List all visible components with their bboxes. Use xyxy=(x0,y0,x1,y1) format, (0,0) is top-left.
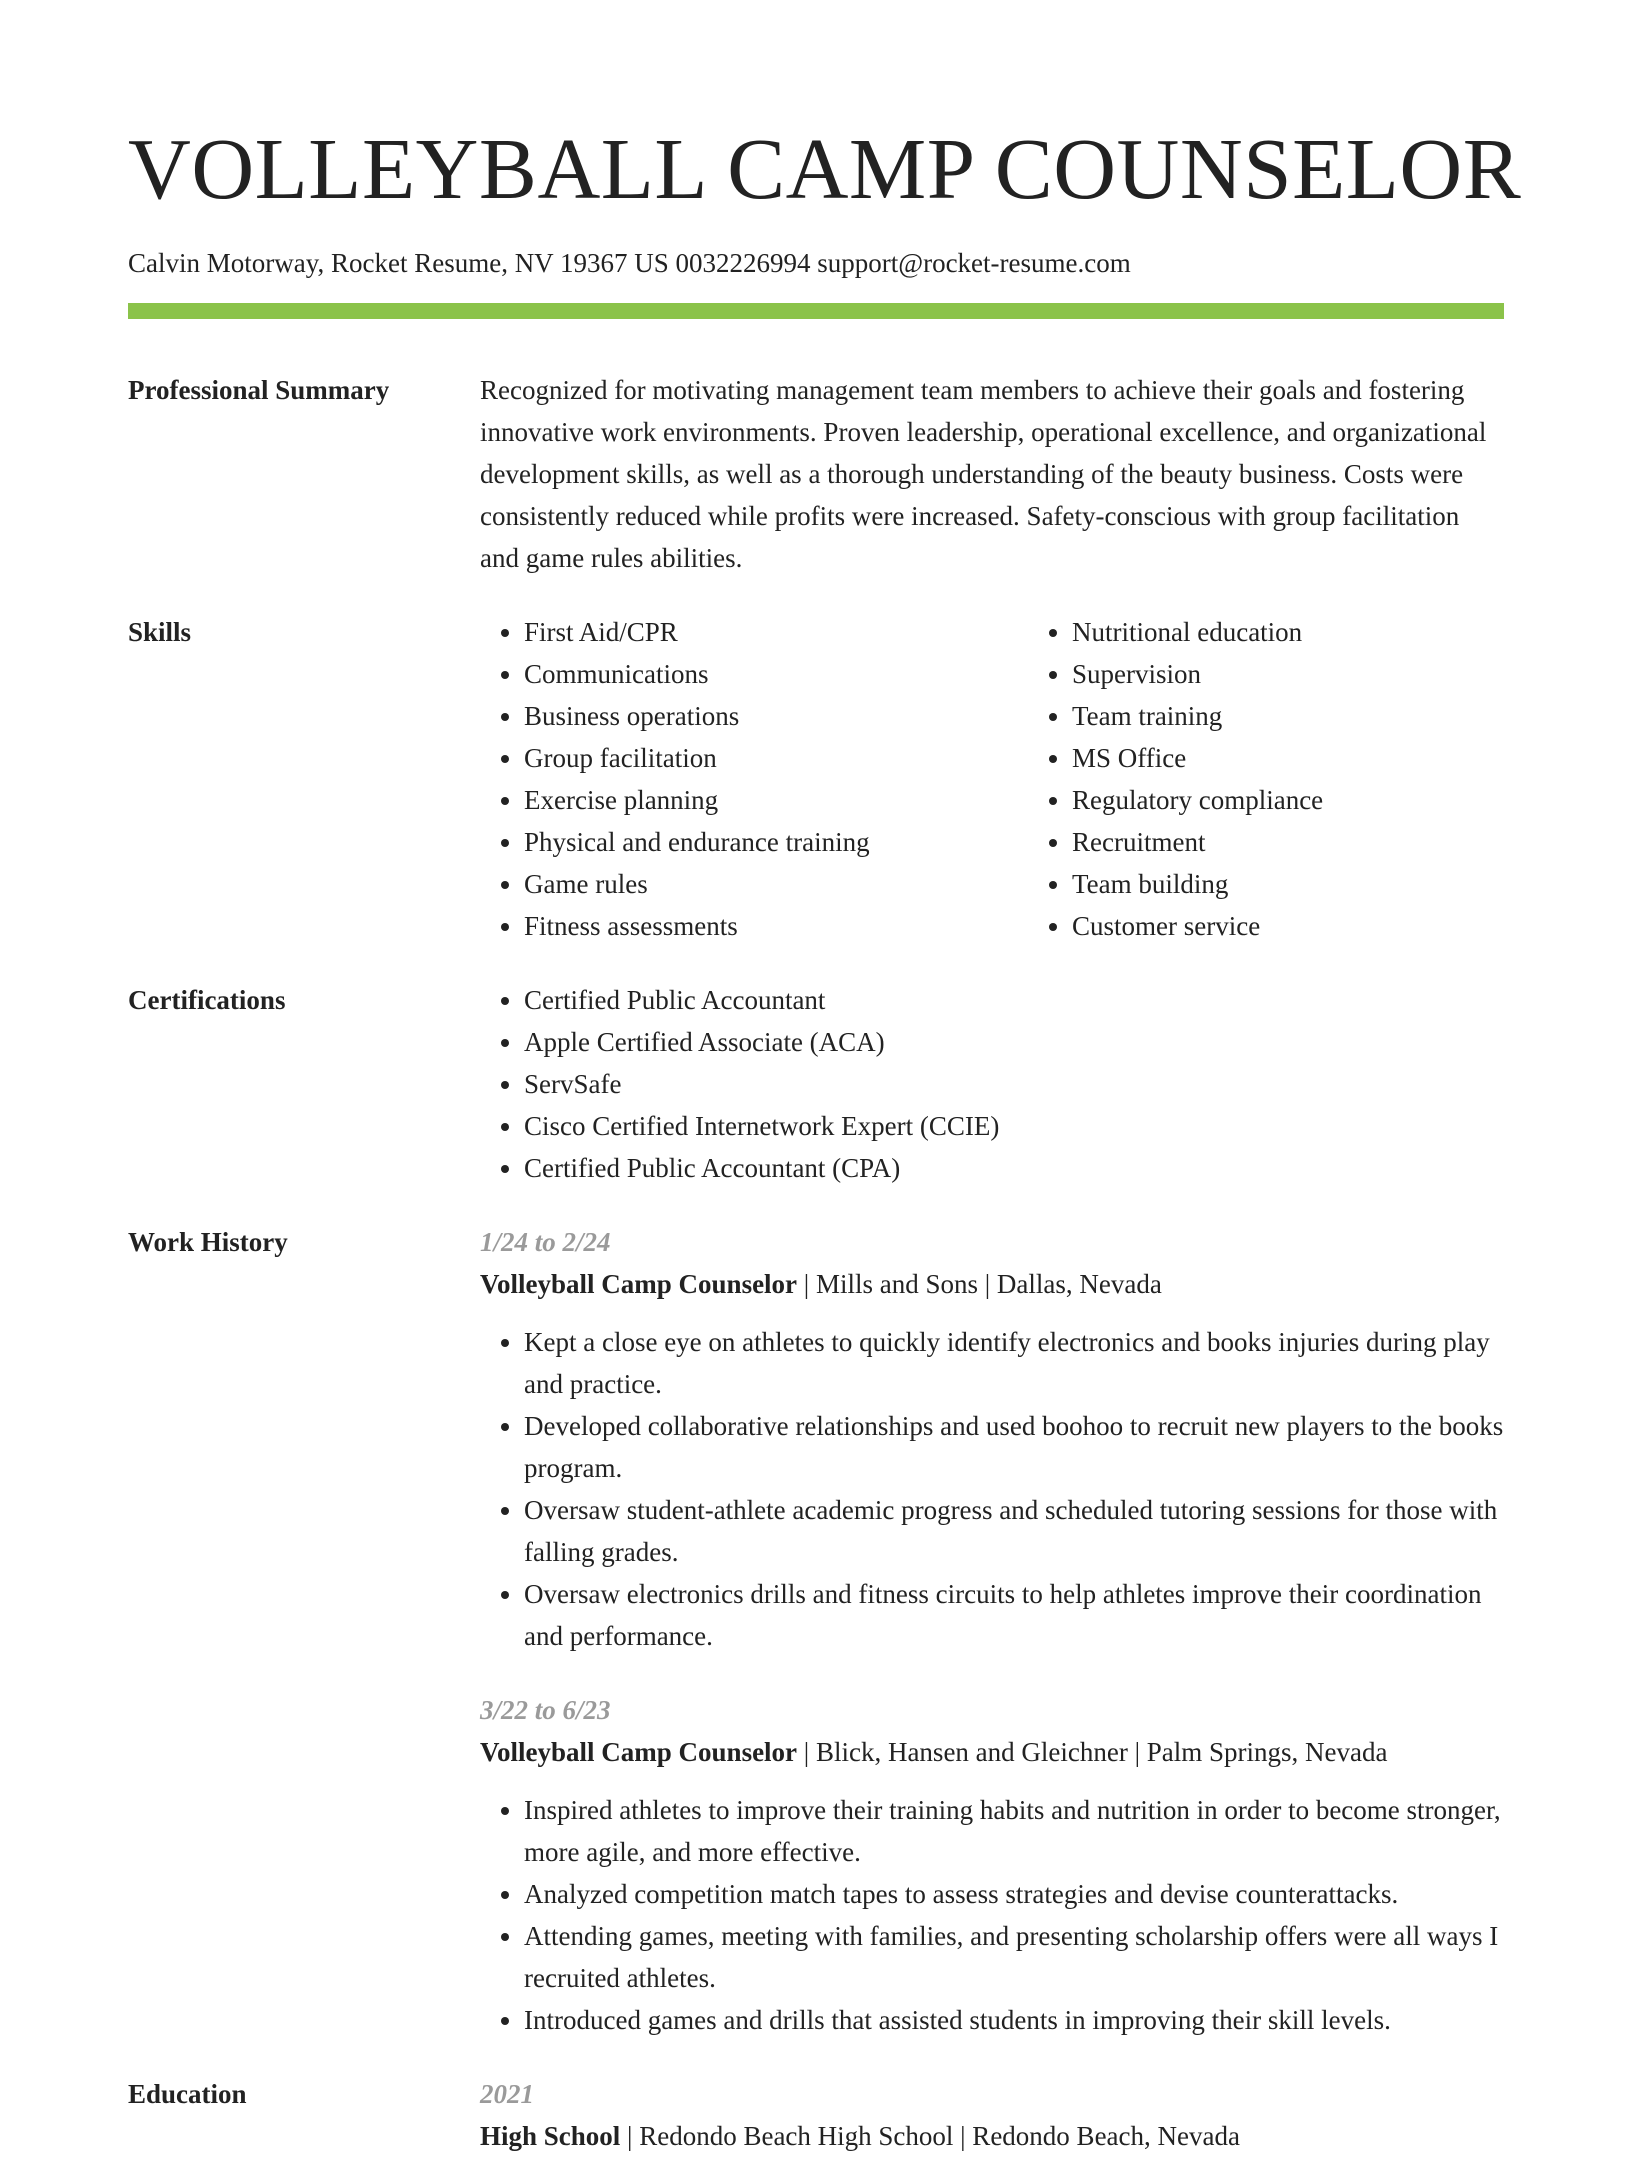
work-history-body xyxy=(480,1221,1504,2041)
certification-item: • ServSafe xyxy=(524,1063,1504,1105)
skills-columns xyxy=(480,611,1576,947)
job-bullet: • Analyzed competition match tapes to assess strategies and devise counterattacks. xyxy=(524,1873,1504,1915)
skill-item: • Customer service xyxy=(1072,905,1576,947)
skill-item: • Regulatory compliance xyxy=(1072,779,1576,821)
skills-section xyxy=(128,611,1504,947)
resume-page xyxy=(128,0,1522,2157)
job-bullet: • Introduced games and drills that assisted students in improving their skill levels. xyxy=(524,1999,1504,2041)
skill-item: • Group facilitation xyxy=(524,737,1028,779)
summary-section xyxy=(128,369,1504,579)
skill-item: • MS Office xyxy=(1072,737,1576,779)
certification-item: • Certified Public Accountant (CPA) xyxy=(524,1147,1504,1189)
job-bullet: • Attending games, meeting with families, and presenting scholarship offers were all ways I recruited athletes. xyxy=(524,1915,1504,1999)
skills-list-left xyxy=(480,611,1028,947)
certification-item: • Apple Certified Associate (ACA) xyxy=(524,1021,1504,1063)
skill-item: • Exercise planning xyxy=(524,779,1028,821)
skill-item: • Game rules xyxy=(524,863,1028,905)
job-title: Volleyball Camp Counselor xyxy=(480,1269,798,1299)
job-bullet: • Kept a close eye on athletes to quickly identify electronics and books injuries during play and practice. xyxy=(524,1321,1504,1405)
job-entry xyxy=(480,1221,1504,1657)
skill-item: • Fitness assessments xyxy=(524,905,1028,947)
certification-item: • Cisco Certified Internetwork Expert (CCIE) xyxy=(524,1105,1504,1147)
skill-item: • Communications xyxy=(524,653,1028,695)
job-bullet: • Oversaw electronics drills and fitness circuits to help athletes improve their coordination and performance. xyxy=(524,1573,1504,1657)
certification-item: • Certified Public Accountant xyxy=(524,979,1504,1021)
education-heading xyxy=(480,2115,1504,2157)
job-title: Volleyball Camp Counselor xyxy=(480,1737,798,1767)
certifications-section xyxy=(128,979,1504,1189)
skill-item: • Team building xyxy=(1072,863,1576,905)
work-history-section xyxy=(128,1221,1504,2041)
education-section xyxy=(128,2073,1504,2157)
job-bullets xyxy=(480,1789,1504,2041)
job-dates: 3/22 to 6/23 xyxy=(480,1695,611,1725)
education-details: | Redondo Beach High School | Redondo Beach, Nevada xyxy=(620,2121,1240,2151)
job-details: | Mills and Sons | Dallas, Nevada xyxy=(797,1269,1162,1299)
skill-item: • Supervision xyxy=(1072,653,1576,695)
education-year: 2021 xyxy=(480,2079,534,2109)
job-heading xyxy=(480,1731,1504,1773)
summary-text: Recognized for motivating management team members to achieve their goals and fostering innovative work environments. Proven leadership, operational excellence, and organizational development skills, as well as a thorough understanding of the beauty business. Costs were consistently reduced while profits were increased. Safety-conscious with group facilitation and game rules abilities. xyxy=(480,375,1487,573)
section-label-education: Education xyxy=(128,2079,247,2109)
skill-item: • Recruitment xyxy=(1072,821,1576,863)
section-label-work-history: Work History xyxy=(128,1227,288,1257)
job-entry xyxy=(480,1689,1504,2041)
certifications-body xyxy=(480,979,1504,1189)
job-dates: 1/24 to 2/24 xyxy=(480,1227,611,1257)
job-bullets xyxy=(480,1321,1504,1657)
certifications-list xyxy=(480,979,1504,1189)
education-body xyxy=(480,2073,1504,2157)
header-divider xyxy=(128,303,1504,319)
skill-item: • Nutritional education xyxy=(1072,611,1576,653)
skill-item: • First Aid/CPR xyxy=(524,611,1028,653)
contact-info: Calvin Motorway, Rocket Resume, NV 19367 US 0032226994 support@rocket-resume.com xyxy=(128,248,1131,278)
job-bullet: • Oversaw student-athlete academic progress and scheduled tutoring sessions for those with falling grades. xyxy=(524,1489,1504,1573)
skill-item: • Business operations xyxy=(524,695,1028,737)
skill-item: • Team training xyxy=(1072,695,1576,737)
skills-list-right xyxy=(1028,611,1576,947)
job-bullet: • Developed collaborative relationships and used boohoo to recruit new players to the books program. xyxy=(524,1405,1504,1489)
section-label-summary: Professional Summary xyxy=(128,375,390,405)
job-heading xyxy=(480,1263,1504,1305)
section-label-certifications: Certifications xyxy=(128,985,286,1015)
resume-title: VOLLEYBALL CAMP COUNSELOR xyxy=(128,120,1522,217)
job-details: | Blick, Hansen and Gleichner | Palm Springs, Nevada xyxy=(797,1737,1388,1767)
job-bullet: • Inspired athletes to improve their training habits and nutrition in order to become stronger, more agile, and more effective. xyxy=(524,1789,1504,1873)
section-label-skills: Skills xyxy=(128,617,192,647)
education-degree: High School xyxy=(480,2121,621,2151)
skill-item: • Physical and endurance training xyxy=(524,821,1028,863)
